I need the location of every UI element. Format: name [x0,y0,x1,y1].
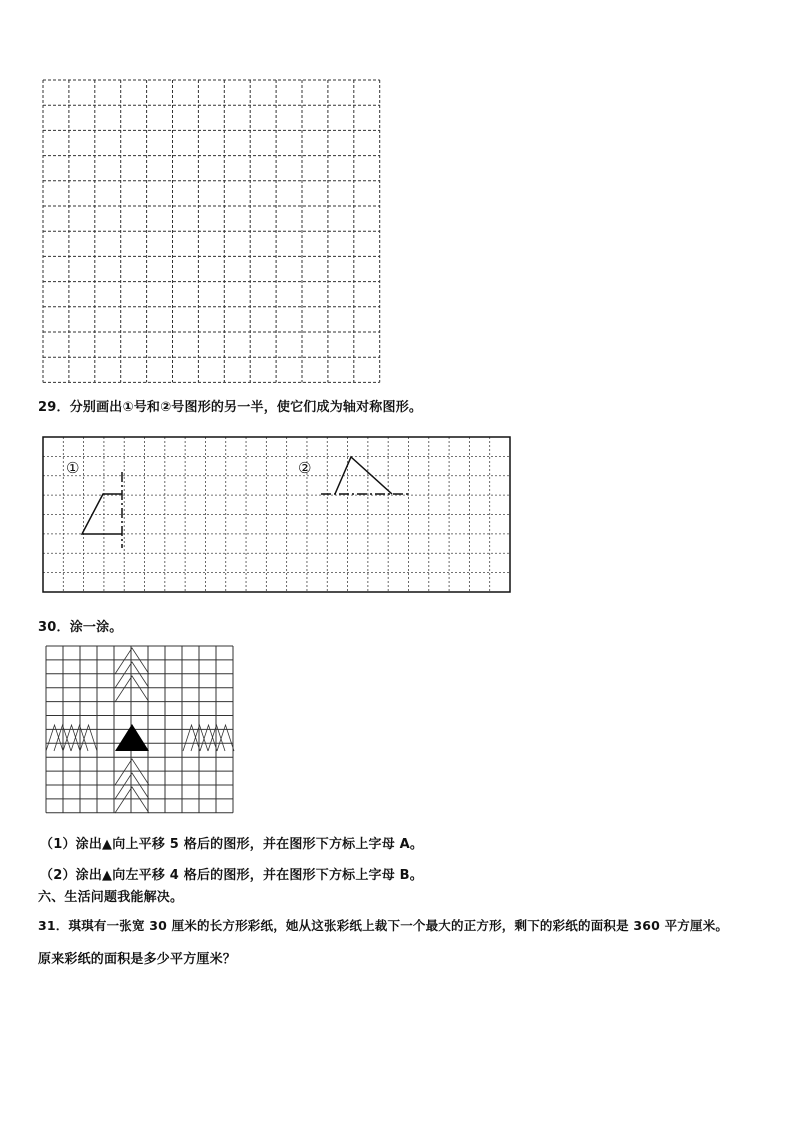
triangle-outline [200,725,217,751]
figure-1-label: ① [66,459,80,477]
q30-subquestion-2: （2）涂出▲向左平移 4 格后的图形，并在图形下方标上字母 B。 [40,868,423,883]
q29-border [43,437,510,592]
triangle-outline [183,725,200,751]
q30-subquestion-1: （1）涂出▲向上平移 5 格后的图形，并在图形下方标上字母 A。 [40,837,424,852]
triangle-outline [217,725,234,751]
triangle-outline [54,725,71,751]
question-31-line-2: 原来彩纸的面积是多少平方厘米？ [38,952,237,967]
section-6-title: 六、生活问题我能解决。 [38,890,184,905]
triangle-outline [208,725,225,751]
triangle-outline [115,648,149,674]
triangle-outline [80,725,97,751]
question-31-line-1: 31．琪琪有一张宽 30 厘米的长方形彩纸，她从这张彩纸上裁下一个最大的正方形，剩下的彩纸的面积是 360 平方厘米。 [38,918,729,933]
solid-triangle [115,724,149,751]
triangle-outline [115,676,149,702]
triangle-outline [46,725,63,751]
triangle-outline [63,725,80,751]
figure-2-label: ② [298,459,312,477]
triangle-outline [115,662,149,688]
triangle-outline [71,725,88,751]
question-30-text: 30．涂一涂。 [38,620,123,635]
triangle-outline [115,773,149,799]
triangle-outline [191,725,208,751]
figure-2-half-shape [335,457,392,494]
figure-1-half-shape [82,494,122,534]
question-29-text: 29．分别画出①号和②号图形的另一半，使它们成为轴对称图形。 [38,400,423,415]
triangle-outline [115,787,149,813]
triangle-outline [115,759,149,785]
